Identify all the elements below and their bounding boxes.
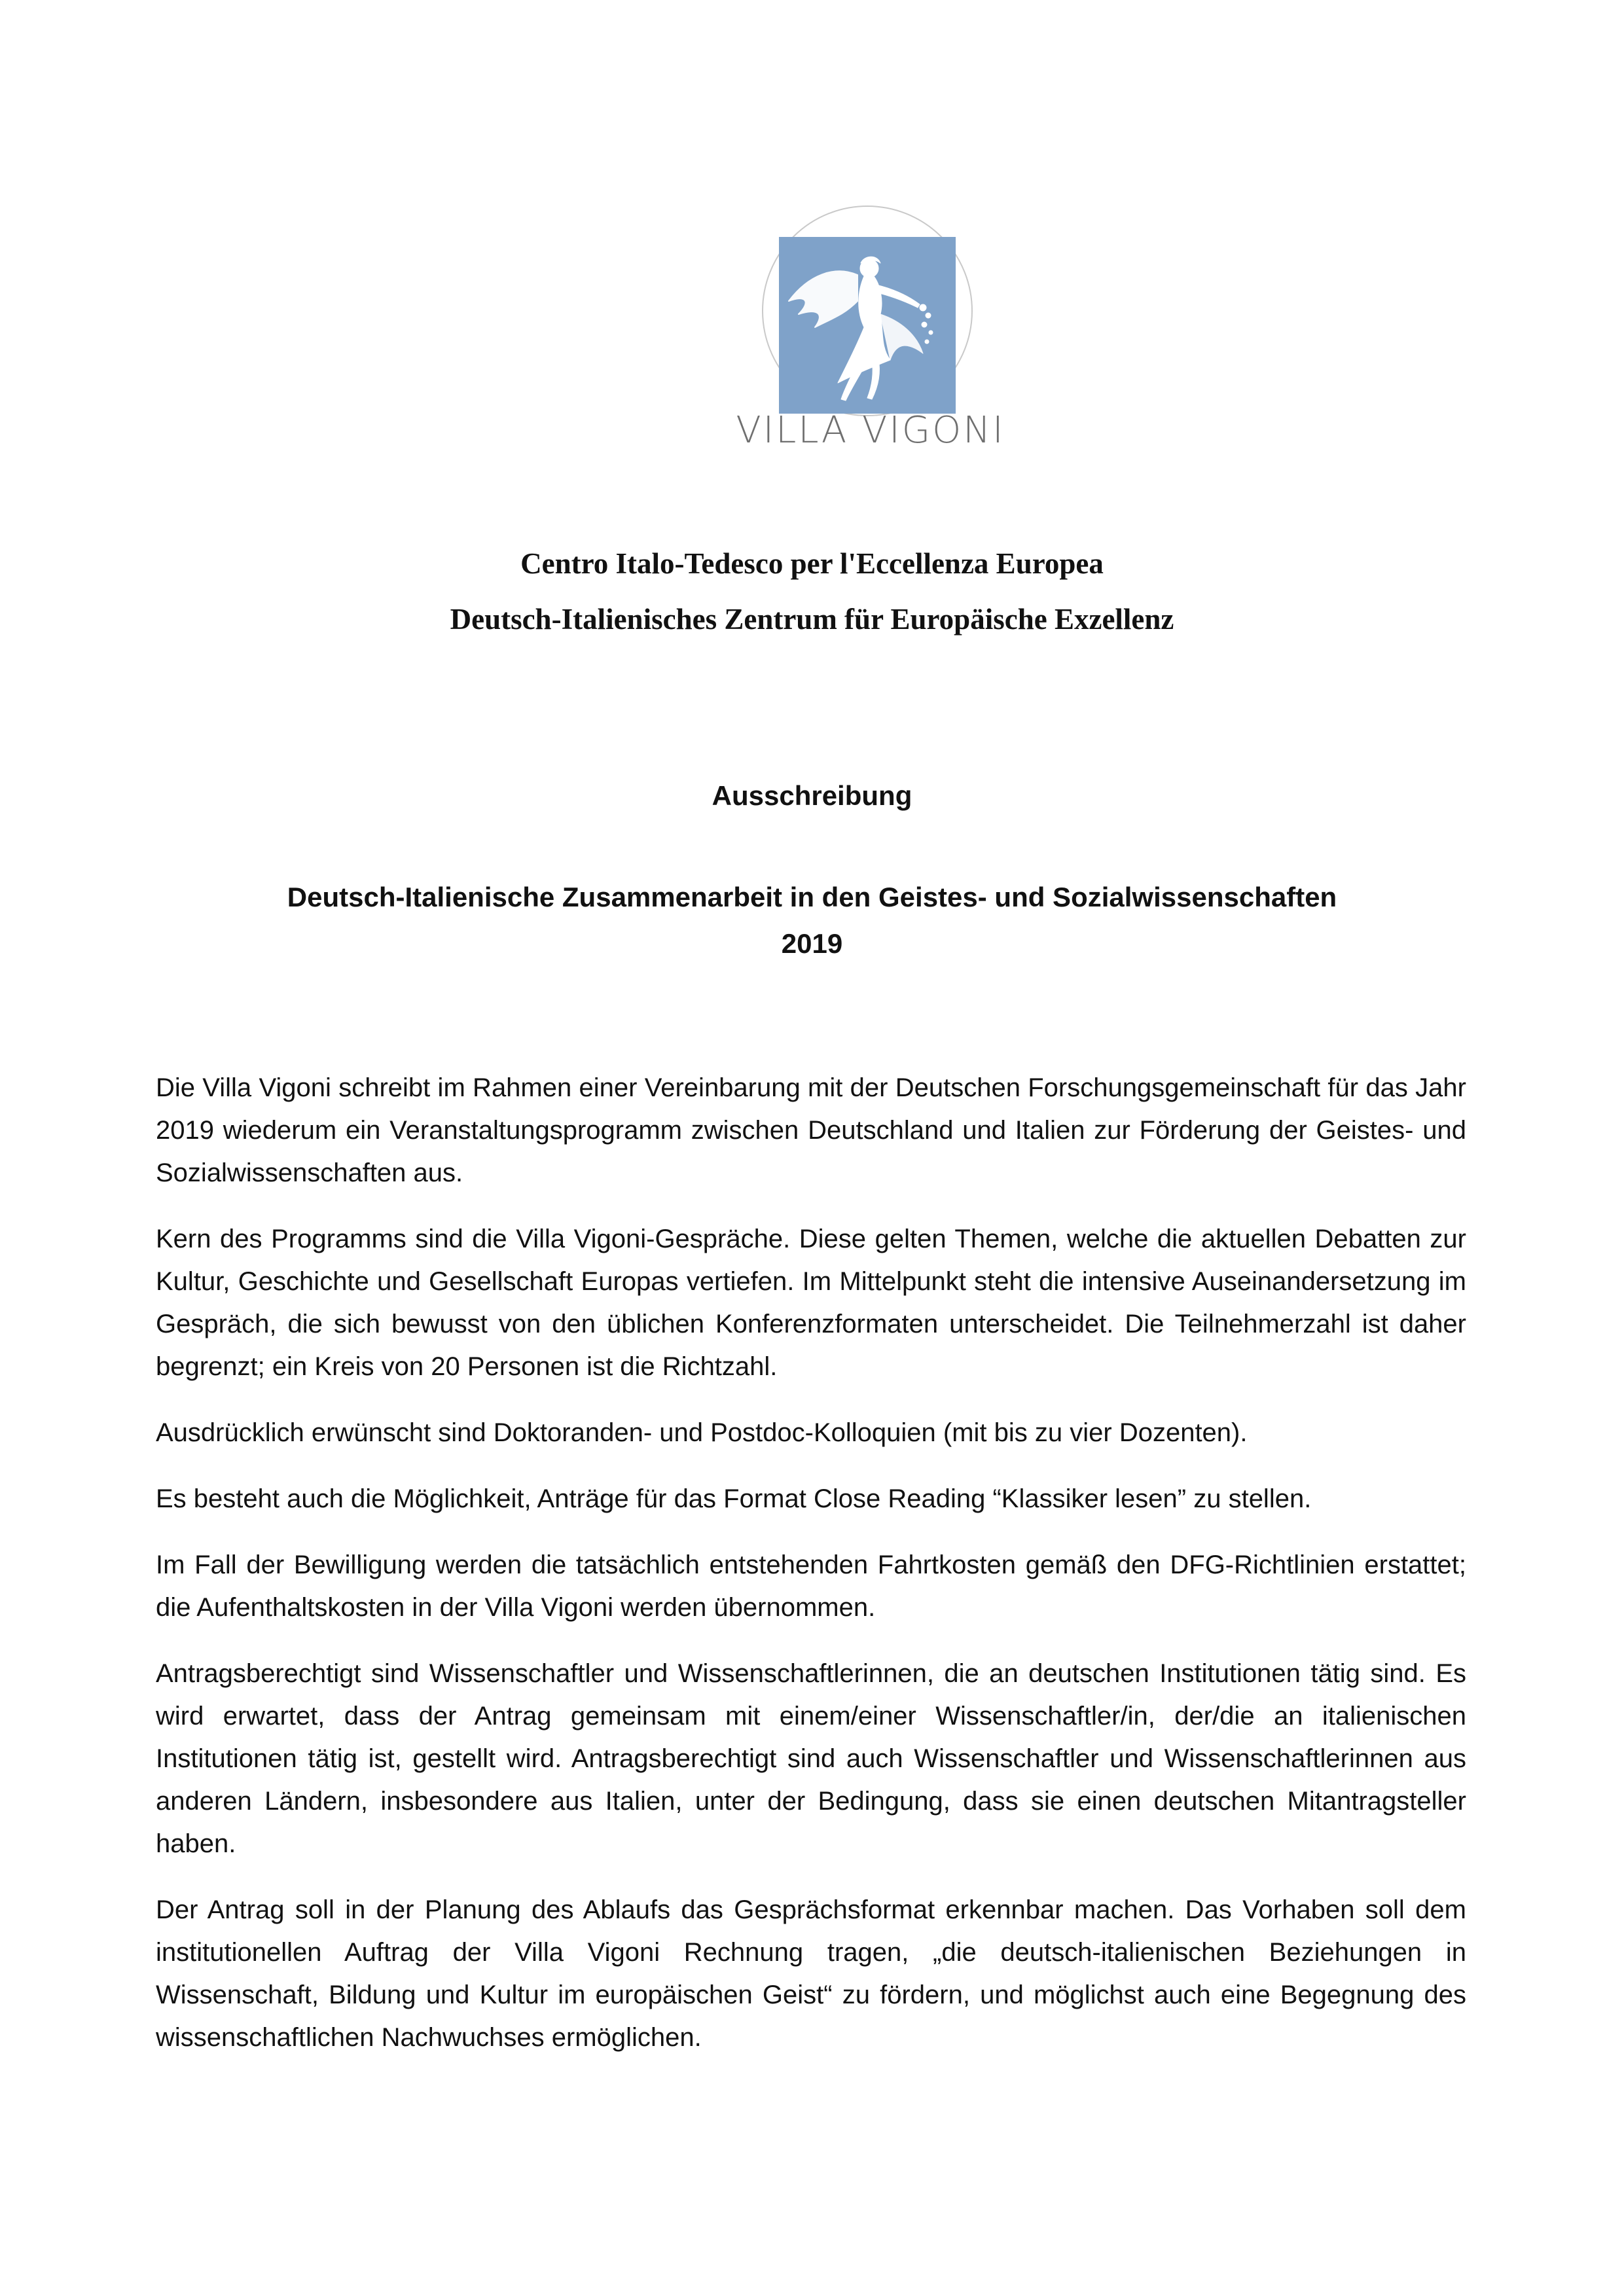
- body-text: [156, 1067, 1466, 2083]
- paragraph-colloquia: Ausdrücklich erwünscht sind Doktoranden- und Postdoc-Kolloquien (mit bis zu vier Dozenten).: [156, 1418, 1248, 1447]
- logo-wordmark: VILLA VIGONI: [736, 409, 1005, 452]
- announcement-label: Ausschreibung: [712, 780, 912, 811]
- angel-emblem-icon: [759, 203, 982, 419]
- organization-name-german: Deutsch-Italienisches Zentrum für Europäische Exzellenz: [450, 603, 1174, 636]
- paragraph-program-core: Kern des Programms sind die Villa Vigoni-Gespräche. Diese gelten Themen, welche die aktuellen Debatten zur Kultur, Geschichte und Gesellschaft Europas vertiefen. Im Mittelpunkt steht die intensive Auseinandersetzung im Gespräch, die sich bewusst von den üblichen Konferenzformaten unterscheidet. Die Teilnehmerzahl ist daher begrenzt; ein Kreis von 20 Personen ist die Richtzahl.: [156, 1225, 1466, 1381]
- announcement-title: Deutsch-Italienische Zusammenarbeit in den Geistes- und Sozialwissenschaften: [287, 882, 1337, 912]
- paragraph-intro: Die Villa Vigoni schreibt im Rahmen einer Vereinbarung mit der Deutschen Forschungsgemeinschaft für das Jahr 2019 wiederum ein Veranstaltungsprogramm zwischen Deutschland und Italien zur Förderung der Geistes- und Sozialwissenschaften aus.: [156, 1073, 1466, 1187]
- organization-name-italian: Centro Italo-Tedesco per l'Eccellenza Europea: [520, 547, 1104, 580]
- paragraph-costs: Im Fall der Bewilligung werden die tatsächlich entstehenden Fahrtkosten gemäß den DFG-Richtlinien erstattet; die Aufenthaltskosten in der Villa Vigoni werden übernommen.: [156, 1551, 1466, 1622]
- announcement-year: 2019: [781, 928, 843, 959]
- paragraph-close-reading: Es besteht auch die Möglichkeit, Anträge für das Format Close Reading “Klassiker lesen” zu stellen.: [156, 1484, 1312, 1513]
- paragraph-eligibility: Antragsberechtigt sind Wissenschaftler und Wissenschaftlerinnen, die an deutschen Institutionen tätig sind. Es wird erwartet, dass der Antrag gemeinsam mit einem/einer Wissenschaftler/in, der/die an italienischen Institutionen tätig ist, gestellt wird. Antragsberechtigt sind auch Wissenschaftler und Wissenschaftlerinnen aus anderen Ländern, insbesondere aus Italien, unter der Bedingung, dass sie einen deutschen Mitantragsteller haben.: [156, 1659, 1466, 1858]
- paragraph-application-format: Der Antrag soll in der Planung des Ablaufs das Gesprächsformat erkennbar machen. Das Vorhaben soll dem institutionellen Auftrag der Villa Vigoni Rechnung tragen, „die deutsch-italienischen Beziehungen in Wissenschaft, Bildung und Kultur im europäischen Geist“ zu fördern, und möglichst auch eine Begegnung des wissenschaftlichen Nachwuchses ermöglichen.: [156, 1895, 1466, 2052]
